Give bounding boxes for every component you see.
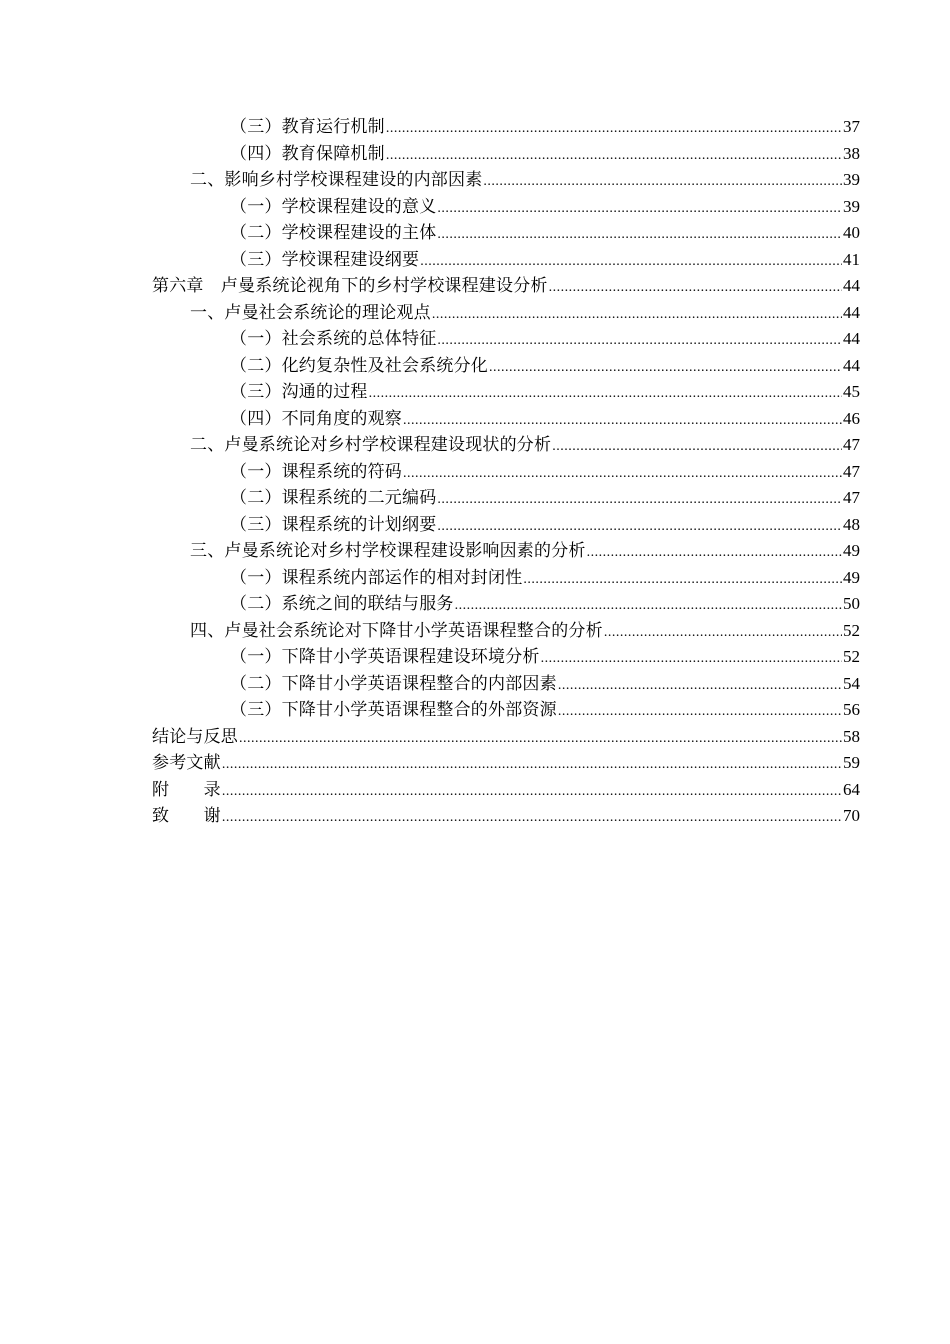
toc-page-number: 39 xyxy=(843,196,860,216)
toc-entry-title: 致 谢 xyxy=(152,806,221,826)
toc-entry-title: 二、影响乡村学校课程建设的内部因素 xyxy=(190,170,483,190)
toc-entry-title: （三）下降甘小学英语课程整合的外部资源 xyxy=(230,700,557,720)
toc-page-number: 47 xyxy=(843,435,860,454)
toc-page-number: 52 xyxy=(843,647,860,666)
toc-dot-leader xyxy=(386,116,842,143)
toc-entry-title: （一）课程系统内部运作的相对封闭性 xyxy=(230,567,523,588)
toc-dot-leader xyxy=(558,673,842,700)
toc-entry[interactable] xyxy=(152,379,860,406)
toc-dot-leader xyxy=(403,408,842,435)
toc-page-number: 38 xyxy=(843,143,860,163)
toc-entry[interactable] xyxy=(152,194,860,221)
toc-entry-title: 参考文献 xyxy=(152,753,221,773)
toc-entry[interactable] xyxy=(152,671,860,698)
toc-entry-title: （一）下降甘小学英语课程建设环境分析 xyxy=(230,647,540,667)
toc-dot-leader xyxy=(558,699,842,726)
toc-page-number: 41 xyxy=(843,249,860,269)
toc-entry[interactable] xyxy=(152,803,860,830)
toc-entry[interactable] xyxy=(152,459,860,486)
toc-page-number: 54 xyxy=(843,673,860,693)
toc-page-number: 46 xyxy=(843,408,860,428)
toc-dot-leader xyxy=(403,461,842,488)
toc-dot-leader xyxy=(222,805,842,832)
toc-dot-leader xyxy=(222,752,842,779)
toc-page-number: 44 xyxy=(843,302,860,322)
toc-entry-title: 三、卢曼系统论对乡村学校课程建设影响因素的分析 xyxy=(190,541,586,561)
toc-entry[interactable] xyxy=(152,114,860,141)
toc-entry-title: （一）社会系统的总体特征 xyxy=(230,329,437,349)
toc-page-number: 47 xyxy=(843,461,860,481)
toc-entry-title: （三）教育运行机制 xyxy=(230,117,385,137)
toc-dot-leader xyxy=(541,646,842,673)
toc-page-number: 47 xyxy=(843,488,860,507)
toc-page-number: 50 xyxy=(843,594,860,613)
toc-dot-leader xyxy=(369,381,842,408)
toc-entry-title: （三）课程系统的计划纲要 xyxy=(230,514,437,535)
toc-page-number: 37 xyxy=(843,117,860,136)
toc-entry[interactable] xyxy=(152,565,860,592)
toc-entry-title: （三）学校课程建设纲要 xyxy=(230,249,420,270)
toc-page-number: 49 xyxy=(843,541,860,560)
toc-entry-title: （二）下降甘小学英语课程整合的内部因素 xyxy=(230,673,557,694)
table-of-contents xyxy=(152,114,860,830)
toc-dot-leader xyxy=(437,487,842,514)
toc-page-number: 64 xyxy=(843,779,860,799)
toc-dot-leader xyxy=(523,567,842,594)
toc-page-number: 52 xyxy=(843,620,860,640)
toc-entry[interactable] xyxy=(152,247,860,274)
toc-dot-leader xyxy=(489,355,842,382)
toc-page-number: 49 xyxy=(843,567,860,587)
toc-dot-leader xyxy=(386,143,842,170)
toc-entry-title: （二）系统之间的联结与服务 xyxy=(230,594,454,614)
toc-entry[interactable] xyxy=(152,618,860,645)
toc-dot-leader xyxy=(437,328,842,355)
toc-entry-title: 附 录 xyxy=(152,779,221,800)
toc-entry-title: 四、卢曼社会系统论对下降甘小学英语课程整合的分析 xyxy=(190,620,603,641)
toc-dot-leader xyxy=(483,169,842,196)
toc-entry-title: 第六章 卢曼系统论视角下的乡村学校课程建设分析 xyxy=(152,276,548,296)
toc-entry-title: （四）教育保障机制 xyxy=(230,143,385,164)
toc-entry[interactable] xyxy=(152,141,860,168)
toc-dot-leader xyxy=(552,434,842,461)
toc-dot-leader xyxy=(222,779,842,806)
toc-entry-title: 一、卢曼社会系统论的理论观点 xyxy=(190,302,431,323)
toc-entry-title: （一）学校课程建设的意义 xyxy=(230,196,437,217)
toc-page-number: 40 xyxy=(843,223,860,242)
toc-page-number: 39 xyxy=(843,170,860,189)
toc-entry-title: （四）不同角度的观察 xyxy=(230,408,402,429)
toc-dot-leader xyxy=(420,249,842,276)
toc-entry[interactable] xyxy=(152,220,860,247)
toc-entry-title: （二）学校课程建设的主体 xyxy=(230,223,437,243)
toc-dot-leader xyxy=(604,620,842,647)
toc-page-number: 56 xyxy=(843,700,860,719)
toc-entry[interactable] xyxy=(152,406,860,433)
toc-entry-title: （一）课程系统的符码 xyxy=(230,461,402,482)
toc-entry[interactable] xyxy=(152,538,860,565)
toc-page-number: 44 xyxy=(843,355,860,375)
toc-entry[interactable] xyxy=(152,777,860,804)
toc-entry[interactable] xyxy=(152,591,860,618)
toc-dot-leader xyxy=(549,275,842,302)
toc-page-number: 44 xyxy=(843,329,860,348)
toc-dot-leader xyxy=(239,726,842,753)
toc-dot-leader xyxy=(455,593,842,620)
toc-entry[interactable] xyxy=(152,750,860,777)
toc-entry-title: （二）化约复杂性及社会系统分化 xyxy=(230,355,488,376)
toc-page-number: 44 xyxy=(843,276,860,295)
toc-entry[interactable] xyxy=(152,273,860,300)
toc-entry-title: （二）课程系统的二元编码 xyxy=(230,488,437,508)
toc-dot-leader xyxy=(437,196,842,223)
toc-entry[interactable] xyxy=(152,432,860,459)
toc-dot-leader xyxy=(587,540,842,567)
toc-entry[interactable] xyxy=(152,485,860,512)
toc-entry-title: （三）沟通的过程 xyxy=(230,382,368,402)
toc-entry[interactable] xyxy=(152,512,860,539)
toc-entry[interactable] xyxy=(152,167,860,194)
toc-entry[interactable] xyxy=(152,644,860,671)
toc-entry[interactable] xyxy=(152,300,860,327)
toc-entry[interactable] xyxy=(152,353,860,380)
toc-dot-leader xyxy=(437,514,842,541)
toc-page-number: 58 xyxy=(843,726,860,746)
toc-entry[interactable] xyxy=(152,697,860,724)
toc-page-number: 48 xyxy=(843,514,860,534)
toc-dot-leader xyxy=(437,222,842,249)
toc-entry-title: 结论与反思 xyxy=(152,726,238,747)
toc-dot-leader xyxy=(432,302,842,329)
toc-entry[interactable] xyxy=(152,724,860,751)
toc-page-number: 59 xyxy=(843,753,860,772)
toc-entry-title: 二、卢曼系统论对乡村学校课程建设现状的分析 xyxy=(190,435,552,455)
toc-entry[interactable] xyxy=(152,326,860,353)
toc-page-number: 70 xyxy=(843,806,860,825)
toc-page-number: 45 xyxy=(843,382,860,401)
